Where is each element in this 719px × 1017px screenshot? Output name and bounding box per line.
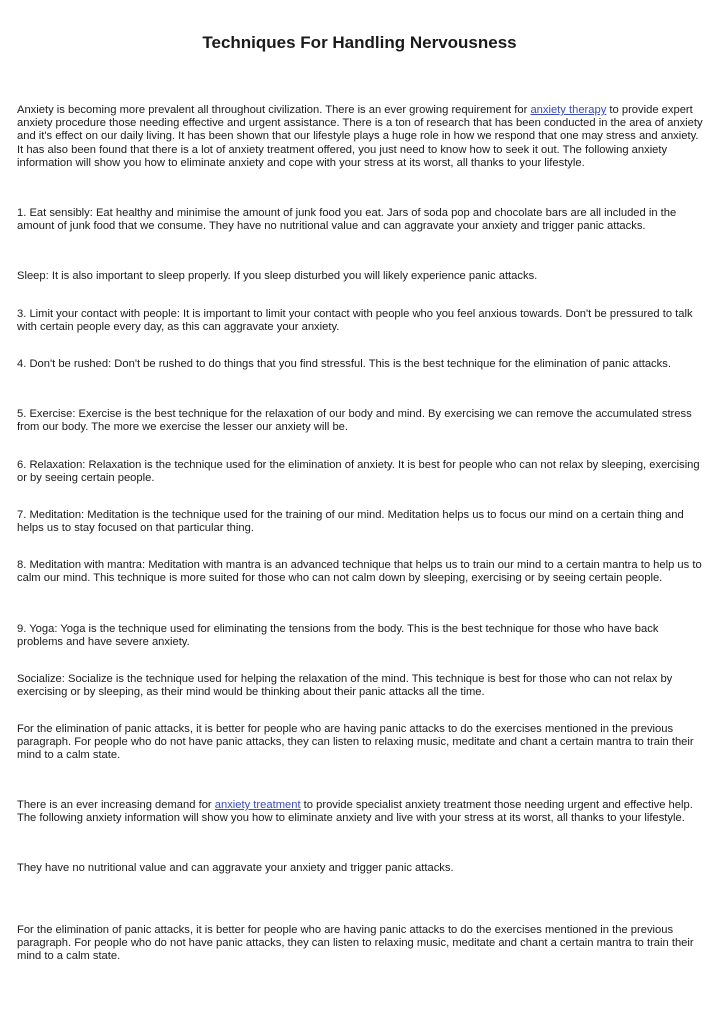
treatment-text-after: to provide specialist anxiety treatment those needing urgent and effective help. The following anxiety information will show you how to eliminate anxiety and live with your stress at its worst, all thanks to your lifestyle. (17, 799, 693, 825)
anxiety-therapy-link[interactable]: anxiety therapy (530, 104, 607, 116)
intro-paragraph (17, 104, 705, 170)
tip-relaxation: 6. Relaxation: Relaxation is the technique used for the elimination of anxiety. It is best for people who can not relax by sleeping, exercising or by seeing certain people. (17, 459, 700, 485)
tip-dont-be-rushed: 4. Don't be rushed: Don't be rushed to do things that you find stressful. This is the best technique for the elimination of panic attacks. (17, 358, 671, 370)
tip-yoga: 9. Yoga: Yoga is the technique used for eliminating the tensions from the body. This is the best technique for those who have back problems and have severe anxiety. (17, 623, 659, 649)
anxiety-treatment-link[interactable]: anxiety treatment (214, 799, 301, 811)
intro-text-after: to provide expert anxiety procedure those needing effective and urgent assistance. There is a ton of research that has been conducted in the area of anxiety and it's effect on our daily living. It has been shown that our lifestyle plays a huge role in how we respond that one may stress and anxiety. It has also been found that there is a lot of anxiety treatment offered, you just need to know how to seek it out. The following anxiety information will show you how to eliminate anxiety and cope with your stress at its worst, all thanks to your lifestyle. (17, 104, 703, 169)
tip-eat-sensibly: 1. Eat sensibly: Eat healthy and minimise the amount of junk food you eat. Jars of soda pop and chocolate bars are all included in the amount of junk food that we consume. They have no nutritional value and can aggravate your anxiety and trigger panic attacks. (17, 207, 677, 233)
tip-sleep: Sleep: It is also important to sleep properly. If you sleep disturbed you will likely experience panic attacks. (17, 270, 538, 282)
tip-exercise: 5. Exercise: Exercise is the best technique for the relaxation of our body and mind. By exercising we can remove the accumulated stress from our body. The more we exercise the lesser our anxiety will be. (17, 408, 692, 434)
panic-attacks-paragraph-repeat: For the elimination of panic attacks, it is better for people who are having panic attacks to do the exercises mentioned in the previous paragraph. For people who do not have panic attacks, they can listen to relaxing music, meditate and chant a certain mantra to train their mind to a calm state. (17, 924, 694, 963)
tip-limit-contact: 3. Limit your contact with people: It is important to limit your contact with people who you feel anxious towards. Don't be pressured to talk with certain people every day, as this can aggravate your anxiety. (17, 308, 693, 334)
tip-meditation-mantra: 8. Meditation with mantra: Meditation with mantra is an advanced technique that helps us to train our mind to a certain mantra to help us to calm our mind. This technique is more suited for those who can not calm down by sleeping, exercising or by seeing certain people. (17, 559, 702, 585)
panic-attacks-paragraph: For the elimination of panic attacks, it is better for people who are having panic attacks to do the exercises mentioned in the previous paragraph. For people who do not have panic attacks, they can listen to relaxing music, meditate and chant a certain mantra to train their mind to a calm state. (17, 723, 694, 762)
tip-socialize: Socialize: Socialize is the technique used for helping the relaxation of the mind. This technique is best for those who can not relax by exercising or by sleeping, as their mind would be thinking about their panic attacks all the time. (17, 673, 673, 699)
treatment-text-before: There is an ever increasing demand for (17, 799, 215, 811)
nutrition-paragraph: They have no nutritional value and can aggravate your anxiety and trigger panic attacks. (17, 862, 454, 874)
intro-text-before: Anxiety is becoming more prevalent all throughout civilization. There is an ever growing requirement for (17, 104, 531, 116)
treatment-paragraph (17, 799, 705, 825)
page-title: Techniques For Handling Nervousness (202, 33, 517, 52)
tip-meditation: 7. Meditation: Meditation is the technique used for the training of our mind. Meditation helps us to focus our mind on a certain thing and helps us to stay focused on that particular thing. (17, 509, 684, 535)
